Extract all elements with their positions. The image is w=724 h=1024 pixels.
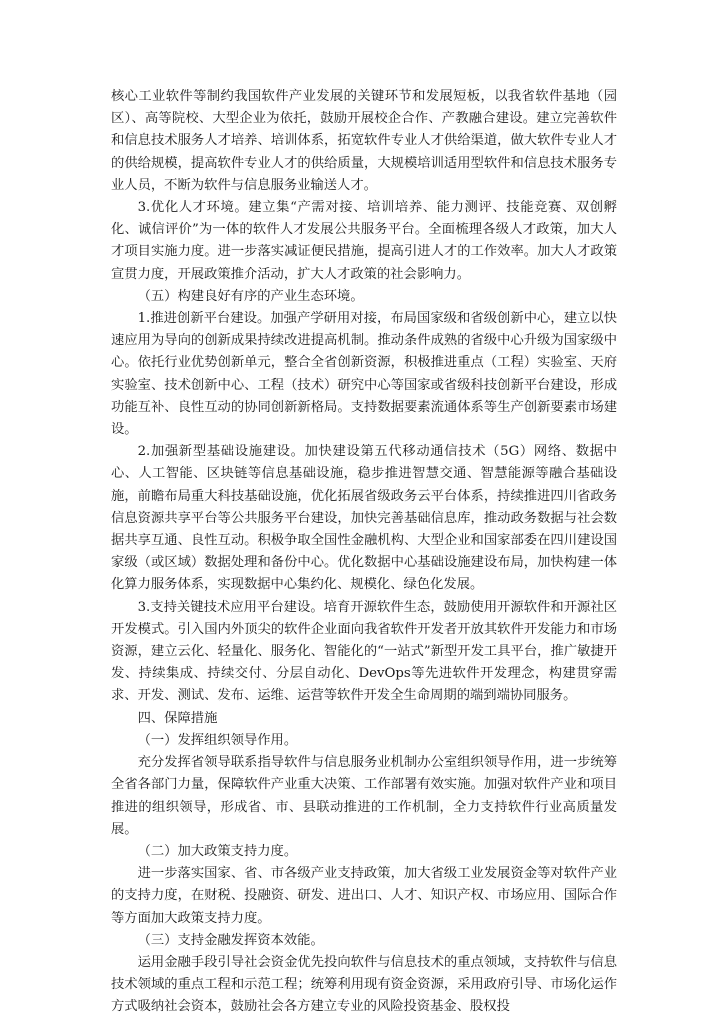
paragraph-talent-training: 核心工业软件等制约我国软件产业发展的关键环节和发展短板，以我省软件基地（园区）、高等院校、大型企业为依托，鼓励开展校企合作、产教融合建设。建立完善软件和信息技术服务人才培养、培训体系，拓宽软件专业人才供给渠道，做大软件专业人才的供给规模，提高软件专业人才的供给质量，大规模培训适用型软件和信息技术服务专业人员，不断为软件与信息服务业输送人才。 [111,89,617,193]
paragraph-talent-environment: 3.优化人才环境。建立集“产需对接、培训培养、能力测评、技能竞赛、双创孵化、诚信评价”为一体的软件人才发展公共服务平台。全面梳理各级人才政策，加大人才项目实施力度。进一步落实减证便民措施，提高引进人才的工作效率。加大人才政策宣贯力度，开展政策推介活动，扩大人才政策的社会影响力。 [111,200,617,282]
section-heading-policy-support: （二）加大政策支持力度。 [137,843,298,859]
section-heading-ecosystem: （五）构建良好有序的产业生态环境。 [137,288,364,304]
paragraph-leadership: 充分发挥省领导联系指导软件与信息服务业机制办公室组织领导作用，进一步统筹全省各部门力量，保障软件产业重大决策、工作部署有效实施。加强对软件产业和项目推进的组织领导，形成省、市、县联动推进的工作机制，全力支持软件行业高质量发展。 [111,755,617,837]
section-heading-finance: （三）支持金融发挥资本效能。 [137,932,324,948]
paragraph-finance: 运用金融手段引导社会资金优先投向软件与信息技术的重点领域，支持软件与信息技术领域的重点工程和示范工程；统筹利用现有资金资源，采用政府引导、市场化运作方式吸纳社会资本，鼓励社会各方建立专业的风险投资基金、股权投 [111,954,617,1015]
chapter-heading-safeguards: 四、保障措施 [137,710,218,726]
paragraph-key-technology-platform: 3.支持关键技术应用平台建设。培育开源软件生态，鼓励使用开源软件和开源社区开发模式。引入国内外顶尖的软件企业面向我省软件开发者开放其软件开发能力和市场资源，建立云化、轻量化、服务化、智能化的“一站式”新型开发工具平台，推广敏捷开发、持续集成、持续交付、分层自动化、DevOps等先进软件开发理念，构建贯穿需求、开发、测试、发布、运维、运营等软件开发全生命周期的端到端协同服务。 [111,599,617,704]
paragraph-new-infrastructure: 2.加强新型基础设施建设。加快建设第五代移动通信技术（5G）网络、数据中心、人工智能、区块链等信息基础设施，稳步推进智慧交通、智慧能源等融合基础设施，前瞻布局重大科技基础设施，优化拓展省级政务云平台体系，持续推进四川省政务信息资源共享平台等公共服务平台建设，加快完善基础信息库，推动政务数据与社会数据共享互通、良性互动。积极争取全国性金融机构、大型企业和国家部委在四川建设国家级（或区域）数据处理和备份中心。优化数据中心基础设施建设布局，加快构建一体化算力服务体系，实现数据中心集约化、规模化、绿色化发展。 [111,444,617,593]
section-heading-leadership: （一）发挥组织领导作用。 [137,732,298,748]
paragraph-innovation-platform: 1.推进创新平台建设。加强产学研用对接，布局国家级和省级创新中心，建立以快速应用为导向的创新成果持续改进提高机制。推动条件成熟的省级中心升级为国家级中心。依托行业优势创新单元，整合全省创新资源，积极推进重点（工程）实验室、天府实验室、技术创新中心、工程（技术）研究中心等国家或省级科技创新平台建设，形成功能互补、良性互动的协同创新新格局。支持数据要素流通体系等生产创新要素市场建设。 [111,311,617,438]
paragraph-policy-support: 进一步落实国家、省、市各级产业支持政策，加大省级工业发展资金等对软件产业的支持力度，在财税、投融资、研发、进出口、人才、知识产权、市场应用、国际合作等方面加大政策支持力度。 [111,866,617,926]
document-body [111,86,617,1019]
